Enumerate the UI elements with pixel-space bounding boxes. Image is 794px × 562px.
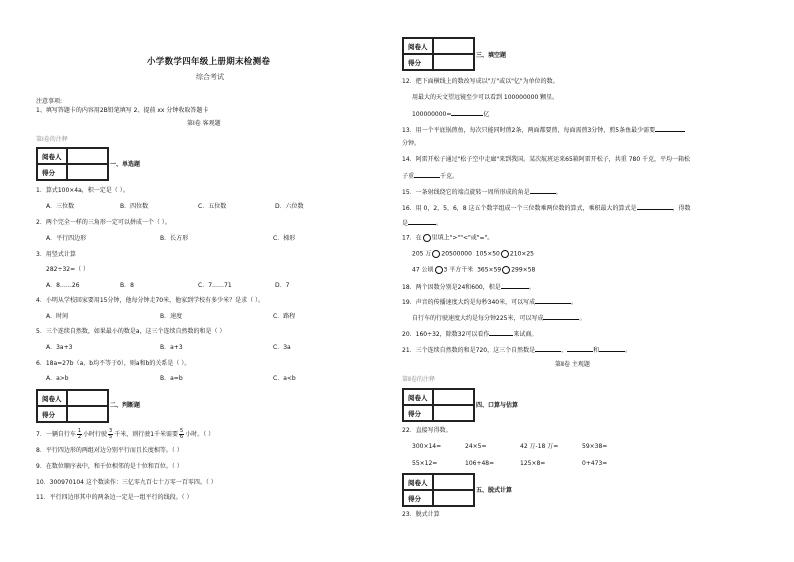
q22-r1-b: 24×5= <box>465 443 487 450</box>
score-label: 得分 <box>403 54 433 70</box>
section-single-choice: 一、单选题 <box>110 161 141 168</box>
section-vertical: 五、脱式计算 <box>476 487 513 494</box>
q14: 14．阿雷开松子通过"松子空中走廊"来到我国。某次航班运来65箱阿雷开松子，共重 780 千克，平均一箱松 <box>402 156 691 163</box>
q2-opt-b: B．长方形 <box>160 235 189 242</box>
q19-c: 自行车的行驶速度大约是每分钟225米，可以写成 。 <box>412 315 586 322</box>
part2-note: 第Ⅱ卷的注释 <box>402 376 435 383</box>
score-box-single-choice <box>36 147 109 181</box>
q2: 2．两个完全一样的三角形一定可以拼成一个（ ）。 <box>36 219 171 226</box>
q16-c: 是 。 <box>402 220 443 227</box>
q14-b: 子重 千克。 <box>402 173 459 180</box>
q18: 18．两个因数分别是24和600，积是 。 <box>402 284 535 291</box>
score-box-judge <box>36 389 109 423</box>
q3: 3．用竖式计算 <box>36 251 76 258</box>
q3-opt-a: A．8……26 <box>46 282 80 289</box>
reviewer-label: 阅卷人 <box>403 389 433 405</box>
reviewer-label: 阅卷人 <box>37 390 67 406</box>
reviewer-cell[interactable] <box>67 390 108 406</box>
score-label: 得分 <box>403 490 433 506</box>
q12-a: 用最大的天文望远镜至少可以看到 100000000 颗星。 <box>412 94 559 101</box>
section-oral: 四、口算与估算 <box>476 402 519 409</box>
q21: 21．三个连续自然数的和是720，这三个自然数是 、 和 。 <box>402 347 632 354</box>
q22-r2-d: 0+473= <box>582 460 608 467</box>
q12-b: 100000000= 亿 <box>412 111 490 118</box>
q15: 15．一条射线绕它的端点旋转一周所形成的角是 。 <box>402 189 562 196</box>
reviewer-label: 阅卷人 <box>403 474 433 490</box>
q17-row2: 47 公顷 3 平方千米 365×59 299×58 <box>412 266 536 274</box>
q6-opt-a: A．a>b <box>46 375 69 382</box>
part2-title: 第Ⅱ卷 主观题 <box>555 361 590 368</box>
circle-icon <box>435 266 443 274</box>
q1-opt-c: C．五位数 <box>198 203 227 210</box>
q5-opt-c: C．3a <box>273 344 291 351</box>
q22-r2-c: 125×8= <box>520 460 546 467</box>
q20: 20．160÷32，除数32可以看作 来试商。 <box>402 331 538 338</box>
q13-b: 分钟。 <box>402 140 421 147</box>
score-cell[interactable] <box>67 164 108 180</box>
q3-expr: 282÷32=（ ） <box>46 266 90 273</box>
circle-icon <box>502 266 510 274</box>
exam-title: 小学数学四年级上册期末检测卷 <box>147 57 271 67</box>
score-box-fill <box>402 37 475 71</box>
q8: 8．平行四边形的两组对边分别平行而且长度相等。（ ） <box>36 447 183 454</box>
score-label: 得分 <box>37 406 67 422</box>
q17: 17．在 里填上">""<"或"="。 <box>402 234 494 242</box>
q16: 16．用 0，2，5，6，8 这五个数字组成一个三位数乘两位数的算式，乘积最大的算式是 ，得数 <box>402 205 691 212</box>
score-box-vertical <box>402 473 475 507</box>
q19: 19．声音的传播速度大约是每秒340米，可以写成 。 <box>402 299 578 306</box>
notes-text: 1、填写答题卡的内容用2B铅笔填写 2、提前 xx 分钟收取答题卡 <box>36 107 209 114</box>
q3-opt-d: D．7 <box>275 282 290 289</box>
q2-opt-c: C．梯形 <box>273 235 296 242</box>
q13: 13．用一个平底锅煎鱼，每次只能同时煎2条，两面都要煎，每面需煎3分钟，煎5条鱼最少需要 <box>402 125 685 135</box>
circle-icon <box>432 250 440 258</box>
section-fill: 三、填空题 <box>476 52 507 59</box>
q22: 22．直接写得数。 <box>402 427 452 434</box>
reviewer-cell[interactable] <box>433 38 474 54</box>
part1-title: 第Ⅰ卷 客观题 <box>187 120 221 127</box>
q7: 7．一辆自行车 $\frac{1}{2}$ 小时行驶 $\frac{3}{5}$ 千米，则行驶1千米需要 $\frac{5}{6}$ 小时。（ ） <box>36 428 215 440</box>
score-box-oral <box>402 388 475 422</box>
q6-opt-b: B．a=b <box>160 375 183 382</box>
q4-opt-a: A．时间 <box>46 313 69 320</box>
q1-opt-a: A．三位数 <box>46 203 75 210</box>
reviewer-cell[interactable] <box>67 148 108 164</box>
q2-opt-a: A．平行四边形 <box>46 235 87 242</box>
score-cell[interactable] <box>433 54 474 70</box>
q22-r2-a: 55×12= <box>412 460 438 467</box>
circle-icon <box>423 234 431 242</box>
q12: 12．把下面横线上的数改写成以"万"或以"亿"为单位的数。 <box>402 78 559 85</box>
q1: 1．算式100×4a，积一定是（ ）。 <box>36 187 129 194</box>
score-label: 得分 <box>403 405 433 421</box>
q10: 10．300970104 这个数读作：三亿零九百七十万零一百零四。（ ） <box>36 479 217 486</box>
circle-icon <box>501 250 509 258</box>
section-judge: 二、判断题 <box>110 402 141 409</box>
q22-r1-a: 300×14= <box>412 443 442 450</box>
q5-opt-a: A．3a+3 <box>46 344 73 351</box>
score-cell[interactable] <box>433 490 474 506</box>
q22-r1-d: 59×38= <box>582 443 608 450</box>
q11: 11．平行四边形其中的两条边一定是一组平行的线段。（ ） <box>36 494 193 501</box>
reviewer-label: 阅卷人 <box>37 148 67 164</box>
q1-opt-b: B．四位数 <box>120 203 149 210</box>
q1-opt-d: D．六位数 <box>275 203 304 210</box>
q6-opt-c: C．a<b <box>273 375 296 382</box>
q5-opt-b: B．a+3 <box>160 344 183 351</box>
q17-row1: 205 万 20500000 105×50 210×25 <box>412 250 534 258</box>
q23: 23．脱式计算 <box>402 511 440 518</box>
reviewer-cell[interactable] <box>433 474 474 490</box>
part1-note: 第Ⅰ卷的注释 <box>36 136 68 143</box>
score-cell[interactable] <box>433 405 474 421</box>
q6: 6．18a=27b（a、b均不等于0），则a和b的关系是（ ）。 <box>36 360 191 367</box>
q22-r2-b: 106+48= <box>465 460 495 467</box>
score-label: 得分 <box>37 164 67 180</box>
q3-opt-c: C．7……71 <box>198 282 232 289</box>
q3-opt-b: B．8 <box>120 282 134 289</box>
reviewer-cell[interactable] <box>433 389 474 405</box>
q9: 9．在数位顺序表中，和千位相邻的是十位和百位。（ ） <box>36 463 183 470</box>
q5: 5．三个连续自然数，如果最小的数是a，这三个连续自然数的和是（ ） <box>36 328 226 335</box>
exam-subtitle: 综合考试 <box>196 73 224 81</box>
q22-r1-c: 42 万-18 万= <box>520 443 559 450</box>
q4: 4．小明从学校回家要用15分钟，他每分钟走70米，他家到学校有多少米？是求（ ）。 <box>36 297 264 304</box>
q4-opt-b: B．速度 <box>160 313 183 320</box>
q4-opt-c: C．路程 <box>273 313 296 320</box>
notes-label: 注意事项: <box>36 98 63 105</box>
reviewer-label: 阅卷人 <box>403 38 433 54</box>
score-cell[interactable] <box>67 406 108 422</box>
